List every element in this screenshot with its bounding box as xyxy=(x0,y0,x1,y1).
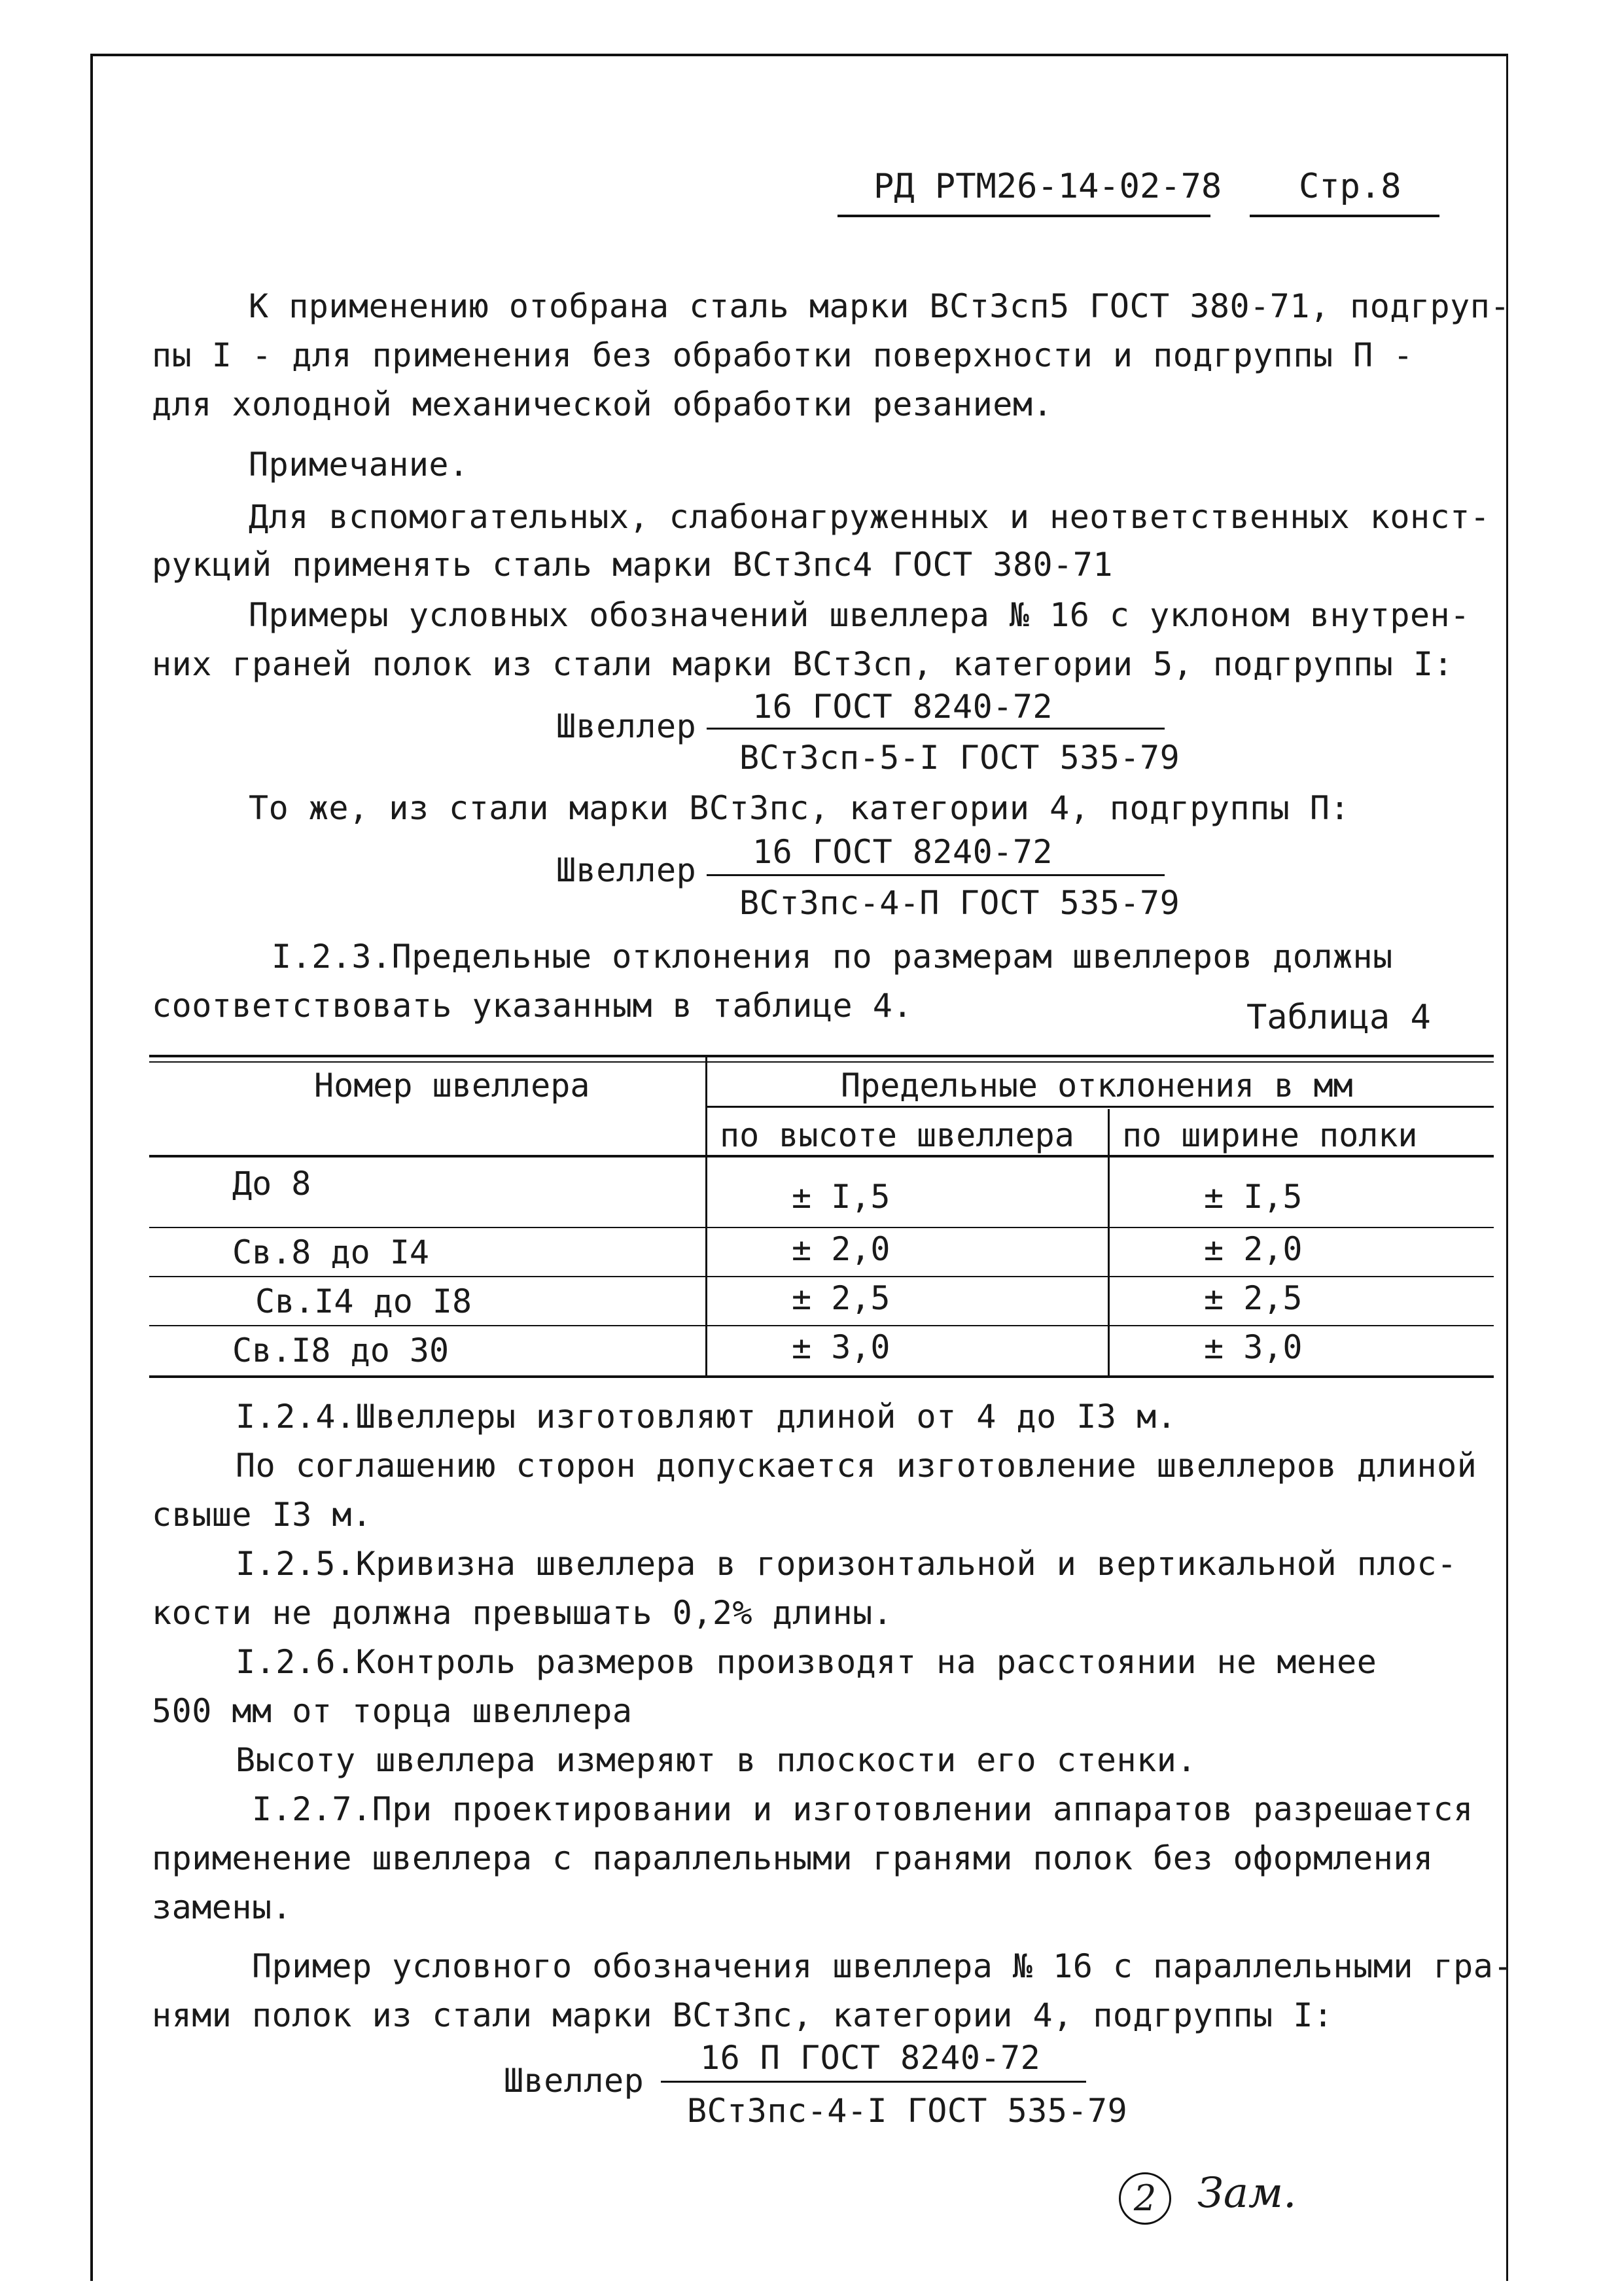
fraction-bar xyxy=(707,874,1165,876)
revision-circle: 2 xyxy=(1119,2172,1171,2225)
designation-label: Швеллер xyxy=(556,851,697,889)
text-line: То же, из стали марки ВСт3пс, категории 4, подгруппы П: xyxy=(249,789,1350,827)
table-rule xyxy=(149,1276,1494,1277)
row-height-tol: ± 2,5 xyxy=(792,1279,890,1317)
text-line: I.2.5.Кривизна швеллера в горизонтальной и вертикальной плос- xyxy=(236,1545,1457,1583)
row-width-tol: ± 2,0 xyxy=(1204,1230,1303,1268)
text-line: соответствовать указанным в таблице 4. xyxy=(152,987,913,1025)
designation-numerator: 16 ГОСТ 8240-72 xyxy=(752,833,1053,871)
row-height-tol: ± 2,0 xyxy=(792,1230,890,1268)
designation-denominator: ВСт3сп-5-I ГОСТ 535-79 xyxy=(739,739,1180,777)
row-number: Св.8 до I4 xyxy=(232,1233,430,1271)
page-number-underline xyxy=(1250,215,1439,217)
designation-numerator: 16 П ГОСТ 8240-72 xyxy=(700,2039,1041,2077)
designation-label: Швеллер xyxy=(556,707,697,745)
text-line: рукций применять сталь марки ВСт3пс4 ГОСТ 380-71 xyxy=(152,546,1113,584)
page-number: Стр.8 xyxy=(1299,167,1402,206)
row-number: Св.I8 до 30 xyxy=(232,1332,450,1369)
col-header-height: по высоте швеллера xyxy=(720,1116,1074,1154)
table-vline xyxy=(1108,1109,1110,1377)
text-line: пы I - для применения без обработки поверхности и подгруппы П - xyxy=(152,336,1413,374)
doc-code-underline xyxy=(837,215,1210,217)
designation-denominator: ВСт3пс-4-I ГОСТ 535-79 xyxy=(687,2092,1128,2130)
text-line: I.2.3.Предельные отклонения по размерам швеллеров должны xyxy=(272,938,1393,976)
text-line: К применению отобрана сталь марки ВСт3сп5 ГОСТ 380-71, подгруп- xyxy=(249,287,1510,325)
designation-label: Швеллер xyxy=(504,2062,644,2100)
col-header-width: по ширине полки xyxy=(1122,1116,1418,1154)
note-title: Примечание. xyxy=(249,446,469,484)
revision-note: Зам. xyxy=(1197,2169,1297,2217)
row-height-tol: ± I,5 xyxy=(792,1178,890,1216)
text-line: I.2.6.Контроль размеров производят на расстоянии не менее xyxy=(236,1643,1377,1681)
text-line: По соглашению сторон допускается изготовление швеллеров длиной xyxy=(236,1447,1477,1485)
row-width-tol: ± I,5 xyxy=(1204,1178,1303,1216)
text-line: 500 мм от торца швеллера xyxy=(152,1692,633,1730)
designation-denominator: ВСт3пс-4-П ГОСТ 535-79 xyxy=(739,884,1180,922)
row-number: Св.I4 до I8 xyxy=(255,1282,472,1320)
designation-numerator: 16 ГОСТ 8240-72 xyxy=(752,688,1053,726)
text-line: свыше I3 м. xyxy=(152,1496,372,1534)
row-width-tol: ± 3,0 xyxy=(1204,1328,1303,1366)
table-rule xyxy=(705,1106,1494,1108)
table-rule xyxy=(149,1375,1494,1378)
table-rule xyxy=(149,1155,1494,1157)
table-rule xyxy=(149,1227,1494,1228)
text-line: для холодной механической обработки резанием. xyxy=(152,385,1053,423)
text-line: Примеры условных обозначений швеллера № 16 с уклоном внутрен- xyxy=(249,596,1470,634)
table-caption: Таблица 4 xyxy=(1246,998,1431,1037)
text-line: нями полок из стали марки ВСт3пс, категории 4, подгруппы I: xyxy=(152,1996,1333,2034)
fraction-bar xyxy=(661,2081,1086,2083)
table-rule xyxy=(149,1061,1494,1063)
doc-code: РД РТМ26-14-02-78 xyxy=(873,167,1222,206)
text-line: Для вспомогательных, слабонагруженных и неответственных конст- xyxy=(249,498,1490,536)
fraction-bar xyxy=(707,728,1165,730)
col-header-number: Номер швеллера xyxy=(314,1067,590,1104)
table-rule xyxy=(149,1325,1494,1326)
text-line: Пример условного обозначения швеллера № 16 с параллельными гра- xyxy=(252,1947,1513,1985)
row-height-tol: ± 3,0 xyxy=(792,1328,890,1366)
row-width-tol: ± 2,5 xyxy=(1204,1279,1303,1317)
table-vline xyxy=(705,1055,707,1377)
text-line: замены. xyxy=(152,1888,292,1926)
text-line: применение швеллера с параллельными гранями полок без оформления xyxy=(152,1839,1434,1877)
text-line: I.2.7.При проектировании и изготовлении аппаратов разрешается xyxy=(252,1790,1473,1828)
text-line: Высоту швеллера измеряют в плоскости его стенки. xyxy=(236,1741,1197,1779)
table-rule xyxy=(149,1055,1494,1057)
row-number: До 8 xyxy=(232,1165,311,1203)
text-line: них граней полок из стали марки ВСт3сп, категории 5, подгруппы I: xyxy=(152,645,1454,683)
col-group-header: Предельные отклонения в мм xyxy=(841,1067,1353,1104)
text-line: кости не должна превышать 0,2% длины. xyxy=(152,1594,893,1632)
text-line: I.2.4.Швеллеры изготовляют длиной от 4 до I3 м. xyxy=(236,1398,1177,1436)
